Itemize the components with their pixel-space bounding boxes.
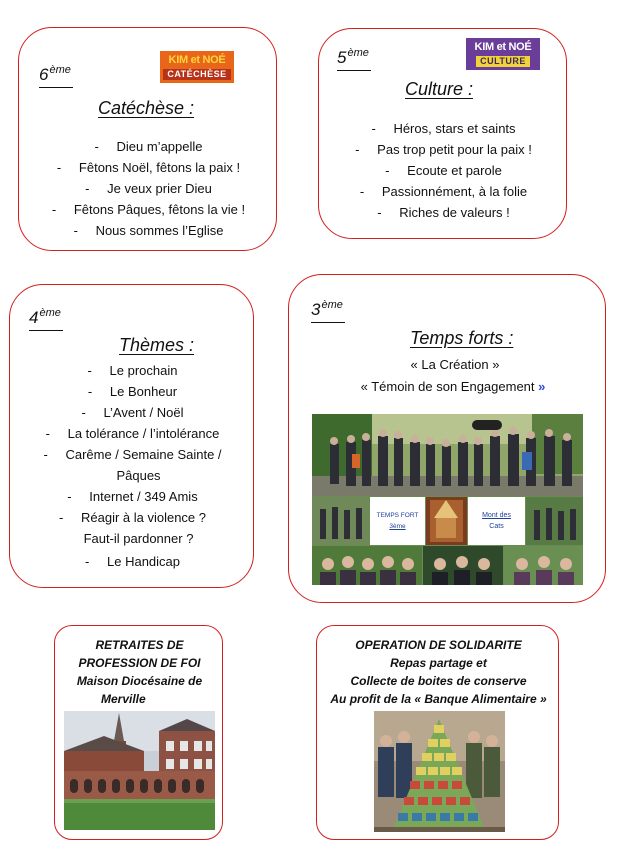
retraites-line-3: Maison Diocésaine de: [76, 674, 203, 688]
list-item: - Réagir à la violence ?: [58, 510, 207, 525]
engagement-line: « Témoin de son Engagement »: [360, 379, 546, 394]
themes-list: [10, 360, 255, 572]
list-item: - Nous sommes l’Eglise: [73, 223, 224, 238]
retraites-line-1: RETRAITES DE: [95, 638, 184, 652]
grade-5-label: 5ème: [337, 47, 369, 68]
list-item: - Héros, stars et saints: [371, 121, 516, 136]
temps-forts-title: Temps forts :: [410, 328, 514, 348]
retraites-card: [54, 625, 223, 840]
kim-noe-culture-logo: KIM et NOÉ CULTURE: [466, 38, 540, 70]
solidarite-line-4: Au profit de la « Banque Alimentaire »: [330, 692, 547, 706]
solidarite-line-1: OPERATION DE SOLIDARITE: [355, 638, 522, 652]
kim-noe-catechese-logo: KIM et NOÉ CATÉCHÈSE: [160, 51, 234, 83]
list-item: - Passionnément, à la folie: [359, 184, 528, 199]
list-item: - Le Bonheur: [87, 384, 178, 399]
list-item-continuation: Pâques: [116, 468, 161, 483]
list-item: - Riches de valeurs !: [377, 205, 510, 220]
catechese-list: [19, 136, 278, 241]
list-item: - Carême / Semaine Sainte /: [43, 447, 222, 462]
temps-fort-photo-collage: [312, 414, 583, 585]
retraites-line-2: PROFESSION DE FOI: [78, 656, 201, 670]
grade-3-label: 3ème: [311, 299, 343, 320]
collage-label-mont-des-cats: Mont des Cats: [482, 512, 511, 530]
list-item: - La tolérance / l’intolérance: [45, 426, 220, 441]
catechese-title: Catéchèse :: [98, 98, 195, 118]
list-item: - Le Handicap: [85, 554, 180, 569]
list-item: - Ecoute et parole: [385, 163, 502, 178]
list-item: - L’Avent / Noël: [81, 405, 184, 420]
list-item-continuation: Faut-il pardonner ?: [83, 531, 194, 546]
list-item: - Fêtons Pâques, fêtons la vie !: [51, 202, 246, 217]
maison-diocesaine-photo: [64, 711, 215, 830]
temps-forts-card: [288, 274, 606, 603]
culture-title: Culture :: [405, 79, 474, 99]
list-item: - Pas trop petit pour la paix !: [355, 142, 532, 157]
list-item: - Internet / 349 Amis: [67, 489, 198, 504]
solidarite-card: [316, 625, 559, 840]
catechese-card: [18, 27, 277, 251]
grade-4-label: 4ème: [29, 307, 61, 328]
solidarite-line-2: Repas partage et: [390, 656, 487, 670]
culture-list: [319, 118, 568, 223]
collage-label-temps-fort: TEMPS FORT 3ème: [376, 512, 419, 530]
themes-card: [9, 284, 254, 588]
banque-alimentaire-photo: [374, 711, 505, 832]
list-item: - Le prochain: [87, 363, 178, 378]
grade-6-label: 6ème: [39, 64, 71, 85]
solidarite-line-3: Collecte de boites de conserve: [350, 674, 527, 688]
themes-title: Thèmes :: [119, 335, 195, 355]
retraites-line-4: Merville: [101, 692, 146, 706]
list-item: - Dieu m’appelle: [94, 139, 203, 154]
list-item: - Fêtons Noël, fêtons la paix !: [56, 160, 241, 175]
list-item: - Je veux prier Dieu: [85, 181, 212, 196]
culture-card: [318, 28, 567, 239]
creation-line: « La Création »: [410, 357, 500, 372]
